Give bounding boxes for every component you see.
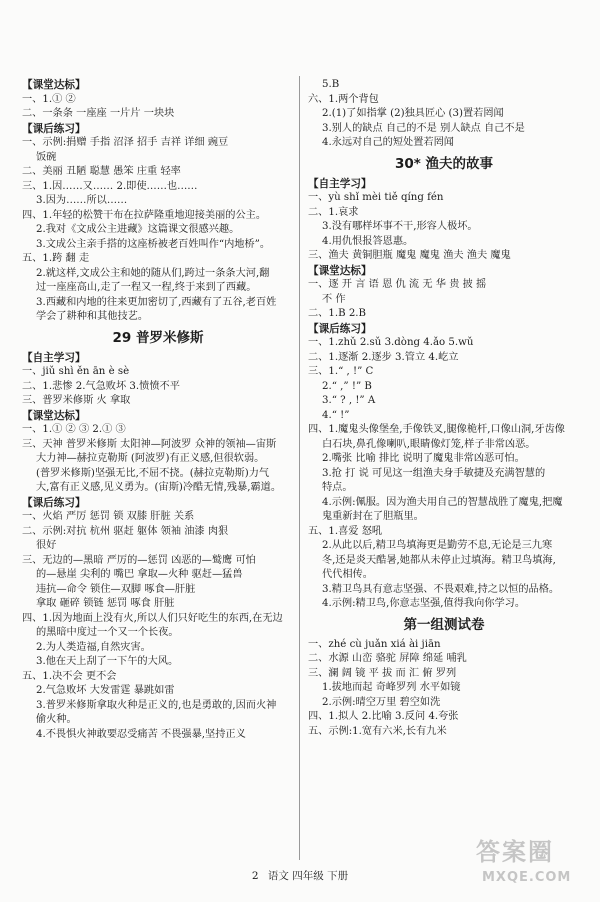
answer-line: 2.气急败坏 大发雷霆 暴跳如雷 [36, 685, 175, 696]
section-heading: 【课后练习】 [308, 322, 372, 335]
answer-line: 一、jiǔ shì ěn ān è sè [22, 366, 130, 377]
answer-line: 3.“ ? , !” A [322, 395, 376, 406]
answer-line: 五、1.决不会 更不会 [22, 670, 117, 682]
answer-line: 四、1.拟人 2.比喻 3.反问 4.夸张 [308, 711, 459, 722]
answer-line: 3.别人的缺点 自己的不是 别人缺点 自己不是 [322, 122, 525, 134]
answer-line: 过一座座高山,走了一程又一程,终于来到了西藏。 [36, 282, 257, 293]
answer-line: 冬,还是炎天酷暑,她都从未停止过填海。精卫鸟填海, [322, 554, 556, 566]
lesson-title: 第一组测试卷 [403, 616, 485, 633]
answer-line: 2.“ ,” !” B [322, 380, 372, 392]
answer-line: 一、1.zhǔ 2.sǔ 3.dòng 4.ǎo 5.wǔ [308, 337, 474, 348]
watermark-logo [472, 832, 590, 898]
answer-line: 4.永远对自己的短处置若罔闻 [322, 137, 454, 148]
answer-line: 违抗—命令 锁住—双脚 啄食—肝脏 [36, 583, 196, 595]
answer-line: 二、水源 山峦 骆驼 屏障 绵延 哺乳 [308, 653, 467, 664]
answer-line: 六、1.两个背包 [308, 93, 379, 105]
section-heading: 【课堂达标】 [308, 264, 372, 277]
answer-line: 3.精卫鸟具有意志坚强、不畏艰难,持之以恒的品格。 [322, 583, 560, 595]
answer-line: 4.示例:精卫鸟,你意志坚强,值得我向你学习。 [322, 598, 526, 609]
answer-line: 二、1.逐渐 2.逐步 3.管立 4.屹立 [308, 351, 459, 363]
answer-line: 三、渔夫 黄铜胆瓶 魔鬼 魔鬼 渔夫 渔夫 魔鬼 [308, 250, 511, 261]
answer-line: 二、1.B 2.B [308, 308, 367, 319]
answer-line: 一、1.① ② ③ 2.① ③ [22, 424, 126, 435]
answer-line: 学会了耕种和其他技艺。 [36, 311, 149, 322]
answer-line: 一、yù shǐ mèi tiě qíng fén [308, 192, 444, 203]
answer-line: 的黑暗中度过一个又一个长夜。 [36, 627, 179, 638]
column-divider [299, 76, 300, 860]
answer-line: 3.他在天上刮了一下午的大风。 [36, 656, 179, 667]
answer-line: 四、1.魔鬼头像堡垒,手像铁叉,腿像桅杆,口像山洞,牙齿像 [308, 424, 565, 435]
answer-line: 二、1.哀求 [308, 206, 359, 218]
answer-line: 鬼重新封在了胆瓶里。 [322, 511, 424, 522]
answer-line: 4.用仇恨报答恩惠。 [322, 235, 414, 247]
answer-line: 大力神—赫拉克勒斯 (阿波罗)有正义感,但很软弱。 [36, 453, 265, 464]
footer-text: 语文 四年级 下册 [267, 870, 349, 882]
answer-line: 2.示例:晴空万里 碧空如洗 [322, 696, 441, 708]
answer-line: 3.抢 打 说 可见这一组渔夫身手敏捷及充满智慧的 [322, 467, 546, 479]
answer-line: 饭碗 [36, 151, 57, 163]
answer-line: 2.嘴张 比喻 排比 说明了魔鬼非常凶恶可怕。 [322, 453, 525, 464]
lesson-title: 29 普罗米修斯 [112, 329, 204, 346]
page-number: 2 [251, 870, 259, 882]
answer-line: 一、逐 开 言 语 恩 仇 流 无 华 贵 披 摇 [308, 279, 487, 290]
answer-line: 3.西藏和内地的往来更加密切了,西藏有了五谷,老百姓 [36, 296, 277, 308]
section-heading: 【课堂达标】 [22, 409, 86, 422]
answer-line: 五、1.跨 翻 走 [22, 253, 90, 264]
left-column [22, 78, 294, 742]
answer-line: 2.从此以后,精卫鸟填海更是勤劳不息,无论是三九寒 [322, 540, 553, 551]
watermark-url: MXQE.COM [482, 870, 572, 885]
answer-line: 不 作 [322, 293, 346, 305]
answer-line: 三、无边的—黑暗 严厉的—惩罚 凶恶的—鹫鹰 可怕 [22, 554, 256, 566]
answer-line: 拿取 砸碎 锁链 惩罚 啄食 肝脏 [36, 598, 175, 609]
answer-line: 2.(1)了如指掌 (2)独具匠心 (3)置若罔闻 [322, 108, 504, 119]
answer-line: 三、天神 普罗米修斯 太阳神—阿波罗 众神的领袖—宙斯 [22, 438, 277, 450]
answer-line: 4.“ !” [322, 409, 350, 421]
answer-line: 三、1.因……又…… 2.即使……也…… [22, 180, 198, 192]
answer-line: 3.普罗米修斯拿取火种是正义的,也是勇敢的,因而火神 [36, 699, 277, 711]
answer-line: 特点。 [322, 482, 353, 493]
answer-line: 二、示例:对抗 杭州 驱赶 躯体 领袖 油漆 肉狠 [22, 525, 229, 537]
answer-line: 三、普罗米修斯 火 拿取 [22, 395, 131, 406]
answer-line: 很好 [36, 540, 57, 551]
answer-line: 五、1.喜爱 怒吼 [308, 525, 383, 537]
answer-line: 2.我对《文成公主进藏》这篇课文很感兴趣。 [36, 224, 240, 235]
answer-line: 二、美丽 丑陋 聪慧 愚笨 庄重 轻率 [22, 166, 181, 177]
answer-line: 4.示例:佩服。因为渔夫用自己的智慧战胜了魔鬼,把魔 [322, 496, 563, 508]
answer-line: 一、火焰 严厉 惩罚 锁 双膝 肝脏 关系 [22, 511, 195, 522]
answer-line: 4.不畏惧火神敢要忍受痛苦 不畏强暴,坚持正义 [36, 728, 246, 740]
answer-line: 大,富有正义感,见义勇为。(宙斯)冷酷无情,残暴,霸道。 [36, 482, 282, 493]
answer-line: 二、一条条 一座座 一片片 一块块 [22, 108, 175, 119]
answer-line: 3.因为……所以…… [36, 195, 128, 206]
answer-line: 3.没有哪样坏事不干,形容人极坏。 [322, 221, 478, 232]
section-heading: 【课后练习】 [22, 496, 86, 509]
answer-line: 三、1.“ , !” C [308, 366, 374, 377]
answer-line: (普罗米修斯)坚强无比,不屈不挠。(赫拉克勒斯)力气 [36, 467, 270, 479]
answer-line: 的—悬崖 尖利的 嘴巴 拿取—火种 驱赶—猛兽 [36, 569, 243, 580]
section-heading: 【自主学习】 [22, 351, 86, 364]
section-heading: 【自主学习】 [308, 177, 372, 190]
lesson-title: 30* 渔夫的故事 [394, 155, 494, 172]
answer-line: 二、1.悲惨 2.气急败坏 3.愤愤不平 [22, 380, 180, 392]
answer-line: 四、1.因为地面上没有火,所以人们只好吃生的东西,在无边 [22, 612, 283, 624]
answer-line: 2.就这样,文成公主和她的随从们,跨过一条条大河,翻 [36, 267, 270, 279]
answer-line: 三、澜 阔 镜 平 拔 而 汇 俯 罗列 [308, 667, 457, 679]
answer-line: 1.拔地而起 奇峰罗列 水平如镜 [322, 682, 461, 693]
answer-line: 一、示例:捐赠 手指 沼泽 招手 吉祥 详细 豌豆 [22, 137, 229, 148]
answer-line: 四、1.年轻的松赞干布在拉萨隆重地迎接美丽的公主。 [22, 209, 267, 221]
answer-line: 一、1.① ② [22, 93, 76, 105]
section-heading: 【课堂达标】 [22, 79, 86, 91]
right-column [308, 78, 580, 739]
answer-line: 2.为人类造福,自然灾害。 [36, 641, 151, 653]
answer-line: 一、zhé cù juǎn xiá ài jiān [308, 638, 441, 650]
answer-line: 5.B [322, 79, 340, 90]
answer-line: 白石块,鼻孔像喇叭,眼睛像灯笼,样子非常凶恶。 [322, 438, 536, 450]
answer-line: 3.文成公主亲手搭的这座桥被老百姓叫作“内地桥”。 [36, 238, 271, 250]
answer-line: 代代相传。 [322, 569, 373, 580]
answer-line: 五、示例:1.宽有六米,长有九米 [308, 725, 447, 737]
answer-line: 偷火种。 [36, 714, 77, 725]
watermark-text: 答案圈 [476, 838, 554, 866]
section-heading: 【课后练习】 [22, 122, 86, 135]
